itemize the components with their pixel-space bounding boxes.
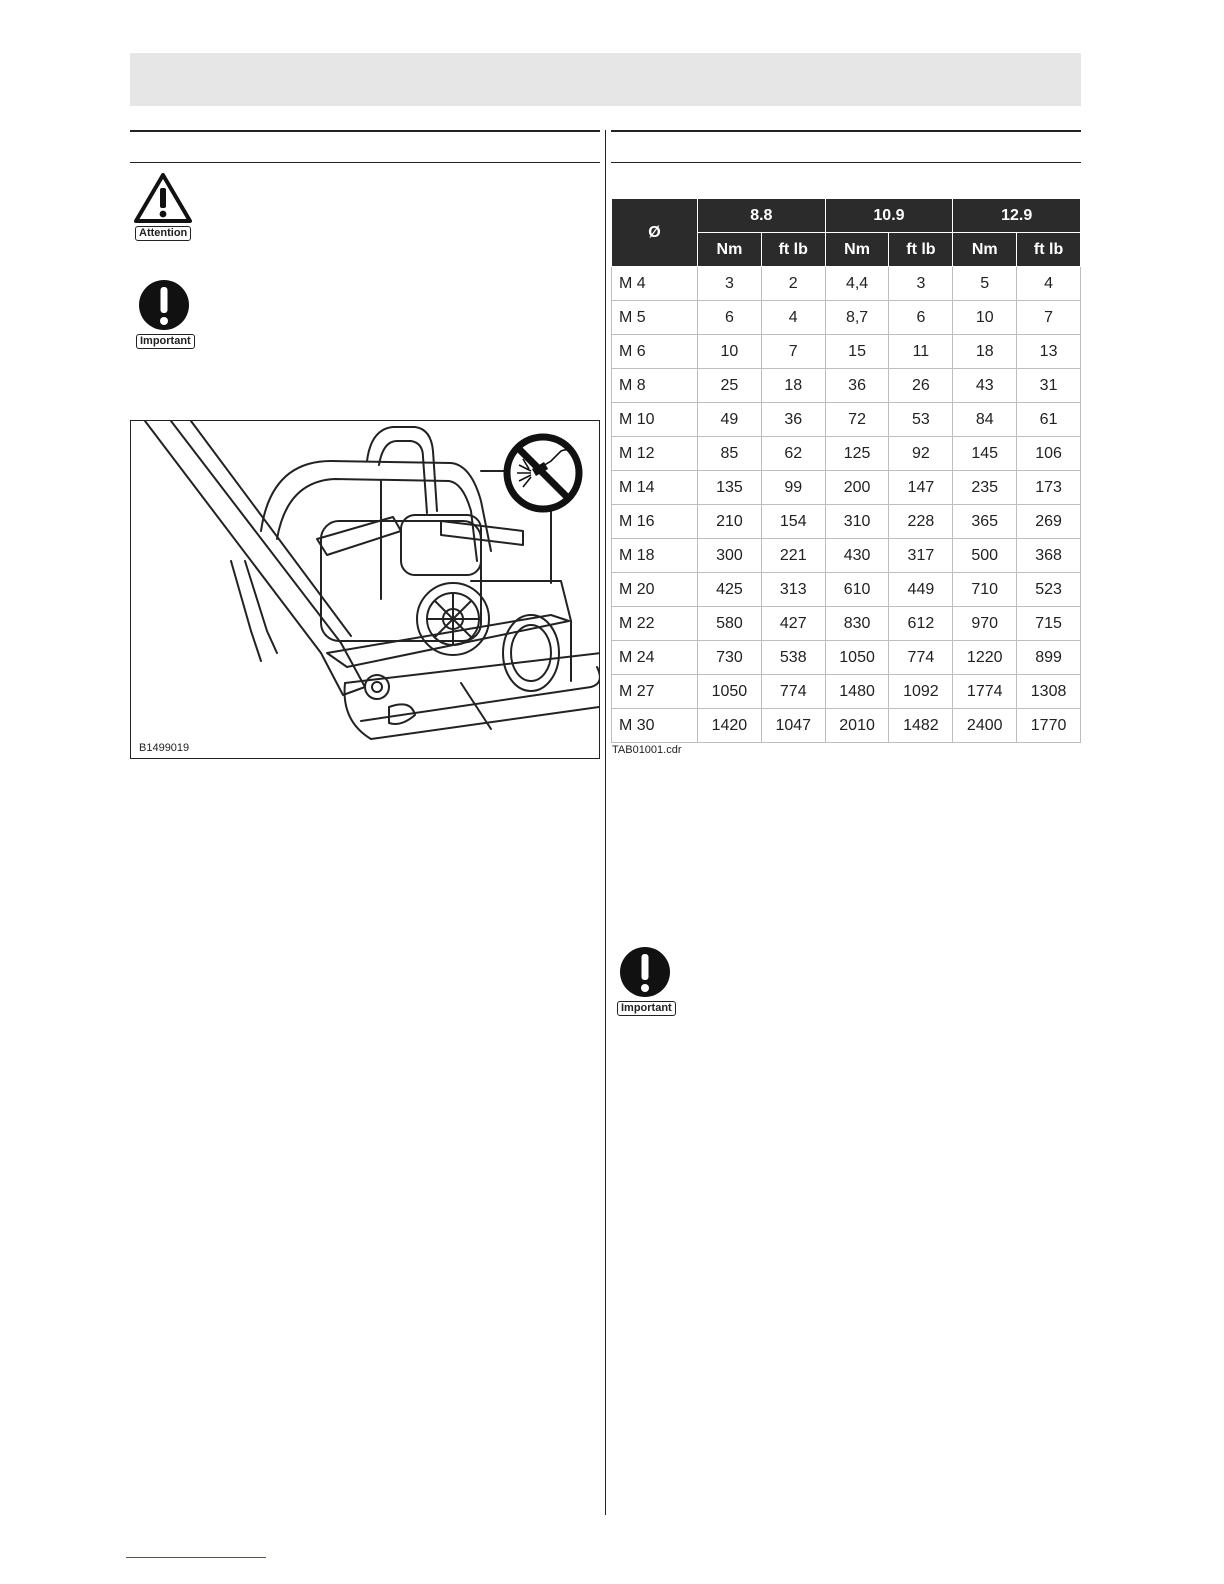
page-header-bar [130, 53, 1081, 106]
torque-value-cell: 1047 [761, 709, 825, 743]
torque-value-cell: 173 [1017, 471, 1081, 505]
warning-triangle-icon [133, 172, 193, 224]
table-code: TAB01001.cdr [612, 744, 682, 756]
torque-value-cell: 610 [825, 573, 889, 607]
bolt-size-cell: M 24 [612, 641, 698, 675]
torque-value-cell: 25 [698, 369, 762, 403]
torque-value-cell: 1482 [889, 709, 953, 743]
torque-value-cell: 36 [825, 369, 889, 403]
footer-link-underline[interactable] [126, 1557, 266, 1558]
torque-table [611, 198, 1081, 743]
plate-compactor-drawing [131, 421, 599, 758]
torque-value-cell: 365 [953, 505, 1017, 539]
unit-header: Nm [825, 233, 889, 267]
attention-symbol [133, 172, 193, 244]
torque-value-cell: 774 [889, 641, 953, 675]
important-label-top: Important [136, 334, 195, 349]
torque-table-body [612, 267, 1081, 743]
torque-value-cell: 774 [761, 675, 825, 709]
torque-value-cell: 6 [698, 301, 762, 335]
torque-value-cell: 2 [761, 267, 825, 301]
grade-header: 12.9 [953, 199, 1081, 233]
torque-value-cell: 4 [1017, 267, 1081, 301]
torque-value-cell: 3 [889, 267, 953, 301]
exclamation-circle-icon [138, 279, 190, 331]
table-row [612, 369, 1081, 403]
table-row [612, 573, 1081, 607]
torque-value-cell: 1050 [698, 675, 762, 709]
torque-value-cell: 36 [761, 403, 825, 437]
torque-value-cell: 10 [953, 301, 1017, 335]
torque-value-cell: 145 [953, 437, 1017, 471]
table-row [612, 709, 1081, 743]
bolt-size-cell: M 10 [612, 403, 698, 437]
torque-value-cell: 210 [698, 505, 762, 539]
torque-value-cell: 313 [761, 573, 825, 607]
torque-value-cell: 154 [761, 505, 825, 539]
torque-value-cell: 61 [1017, 403, 1081, 437]
torque-value-cell: 8,7 [825, 301, 889, 335]
unit-header: ft lb [761, 233, 825, 267]
torque-value-cell: 730 [698, 641, 762, 675]
torque-value-cell: 1092 [889, 675, 953, 709]
torque-value-cell: 1308 [1017, 675, 1081, 709]
left-top-rule [130, 130, 600, 132]
torque-value-cell: 1420 [698, 709, 762, 743]
torque-value-cell: 449 [889, 573, 953, 607]
torque-value-cell: 49 [698, 403, 762, 437]
torque-value-cell: 3 [698, 267, 762, 301]
table-row [612, 641, 1081, 675]
torque-value-cell: 368 [1017, 539, 1081, 573]
torque-value-cell: 1774 [953, 675, 1017, 709]
torque-value-cell: 7 [761, 335, 825, 369]
bolt-size-cell: M 30 [612, 709, 698, 743]
bolt-size-cell: M 18 [612, 539, 698, 573]
torque-value-cell: 106 [1017, 437, 1081, 471]
right-sub-rule [611, 162, 1081, 163]
torque-value-cell: 13 [1017, 335, 1081, 369]
bolt-size-cell: M 12 [612, 437, 698, 471]
torque-value-cell: 2010 [825, 709, 889, 743]
torque-value-cell: 11 [889, 335, 953, 369]
torque-value-cell: 830 [825, 607, 889, 641]
torque-value-cell: 500 [953, 539, 1017, 573]
torque-value-cell: 235 [953, 471, 1017, 505]
torque-value-cell: 1050 [825, 641, 889, 675]
right-top-rule [611, 130, 1081, 132]
torque-value-cell: 200 [825, 471, 889, 505]
torque-value-cell: 92 [889, 437, 953, 471]
torque-value-cell: 125 [825, 437, 889, 471]
important-label-bottom: Important [617, 1001, 676, 1016]
torque-value-cell: 31 [1017, 369, 1081, 403]
torque-value-cell: 228 [889, 505, 953, 539]
bolt-size-cell: M 6 [612, 335, 698, 369]
table-row [612, 539, 1081, 573]
torque-value-cell: 84 [953, 403, 1017, 437]
torque-value-cell: 899 [1017, 641, 1081, 675]
diameter-header: Ø [612, 199, 698, 267]
unit-header: ft lb [1017, 233, 1081, 267]
left-sub-rule [130, 162, 600, 163]
torque-value-cell: 4 [761, 301, 825, 335]
torque-value-cell: 43 [953, 369, 1017, 403]
torque-value-cell: 427 [761, 607, 825, 641]
bolt-size-cell: M 8 [612, 369, 698, 403]
torque-value-cell: 72 [825, 403, 889, 437]
torque-value-cell: 269 [1017, 505, 1081, 539]
table-row [612, 267, 1081, 301]
important-symbol-bottom [617, 946, 673, 1018]
table-row [612, 471, 1081, 505]
table-row [612, 437, 1081, 471]
table-row [612, 505, 1081, 539]
torque-value-cell: 2400 [953, 709, 1017, 743]
important-symbol-top [136, 279, 192, 351]
torque-value-cell: 7 [1017, 301, 1081, 335]
grade-header: 8.8 [698, 199, 826, 233]
bolt-size-cell: M 20 [612, 573, 698, 607]
torque-value-cell: 99 [761, 471, 825, 505]
torque-value-cell: 221 [761, 539, 825, 573]
torque-value-cell: 85 [698, 437, 762, 471]
torque-value-cell: 18 [953, 335, 1017, 369]
torque-value-cell: 523 [1017, 573, 1081, 607]
torque-value-cell: 715 [1017, 607, 1081, 641]
torque-value-cell: 15 [825, 335, 889, 369]
grade-header: 10.9 [825, 199, 953, 233]
torque-value-cell: 612 [889, 607, 953, 641]
bolt-size-cell: M 27 [612, 675, 698, 709]
torque-value-cell: 1220 [953, 641, 1017, 675]
torque-value-cell: 4,4 [825, 267, 889, 301]
torque-value-cell: 425 [698, 573, 762, 607]
torque-value-cell: 26 [889, 369, 953, 403]
table-header-row-grades [612, 199, 1081, 233]
torque-value-cell: 53 [889, 403, 953, 437]
torque-value-cell: 538 [761, 641, 825, 675]
torque-value-cell: 147 [889, 471, 953, 505]
torque-value-cell: 430 [825, 539, 889, 573]
machine-illustration [130, 420, 600, 759]
bolt-size-cell: M 16 [612, 505, 698, 539]
column-separator [605, 130, 606, 1515]
torque-value-cell: 1770 [1017, 709, 1081, 743]
torque-value-cell: 317 [889, 539, 953, 573]
unit-header: Nm [698, 233, 762, 267]
torque-value-cell: 5 [953, 267, 1017, 301]
exclamation-circle-icon [619, 946, 671, 998]
torque-value-cell: 6 [889, 301, 953, 335]
torque-value-cell: 10 [698, 335, 762, 369]
bolt-size-cell: M 22 [612, 607, 698, 641]
table-row [612, 301, 1081, 335]
bolt-size-cell: M 4 [612, 267, 698, 301]
torque-value-cell: 18 [761, 369, 825, 403]
bolt-size-cell: M 5 [612, 301, 698, 335]
torque-value-cell: 135 [698, 471, 762, 505]
torque-value-cell: 710 [953, 573, 1017, 607]
table-row [612, 607, 1081, 641]
torque-value-cell: 1480 [825, 675, 889, 709]
table-row [612, 675, 1081, 709]
figure-code: B1499019 [139, 742, 190, 754]
torque-value-cell: 62 [761, 437, 825, 471]
unit-header: Nm [953, 233, 1017, 267]
attention-label: Attention [135, 226, 191, 241]
table-row [612, 403, 1081, 437]
table-row [612, 335, 1081, 369]
torque-value-cell: 310 [825, 505, 889, 539]
torque-value-cell: 970 [953, 607, 1017, 641]
torque-value-cell: 300 [698, 539, 762, 573]
unit-header: ft lb [889, 233, 953, 267]
torque-value-cell: 580 [698, 607, 762, 641]
bolt-size-cell: M 14 [612, 471, 698, 505]
